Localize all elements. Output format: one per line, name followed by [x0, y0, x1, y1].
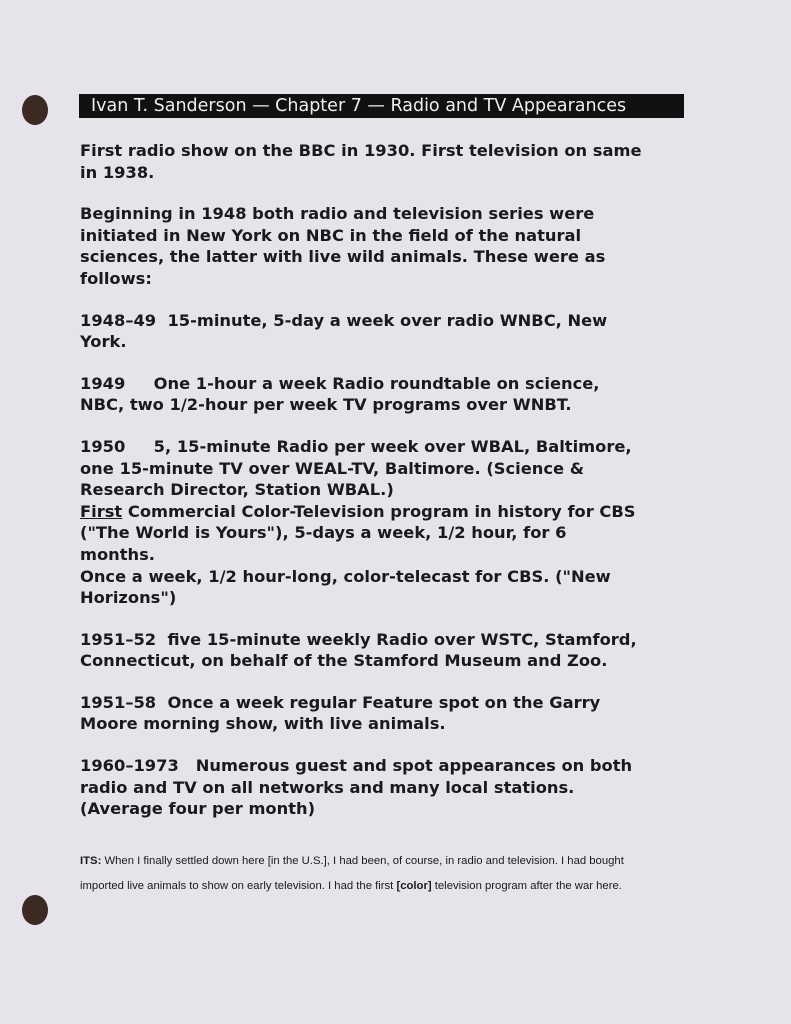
text-line: 1951–58 Once a week regular Feature spot on the Garry [80, 692, 601, 712]
text-line: Horizons") [80, 588, 177, 608]
text-line: 1948–49 15-minute, 5-day a week over radio WNBC, New [80, 310, 608, 330]
text-line: 1949 One 1-hour a week Radio roundtable on science, [80, 373, 600, 393]
text-line [80, 501, 780, 523]
text-line: Moore morning show, with live animals. [80, 714, 446, 734]
page-body [80, 140, 780, 899]
its-quote [80, 849, 780, 899]
paragraph-bbc [80, 140, 780, 183]
text-line: radio and TV on all networks and many local stations. [80, 777, 575, 797]
paragraph-1949 [80, 373, 780, 416]
text-line: Research Director, Station WBAL.) [80, 480, 394, 500]
text-line: 1950 5, 15-minute Radio per week over WBAL, Baltimore, [80, 436, 632, 456]
text-line: 1951–52 five 15-minute weekly Radio over WSTC, Stamford, [80, 629, 637, 649]
text-span: imported live animals to show on early television. I had the first [80, 879, 397, 892]
text-line [80, 849, 780, 874]
paragraph-1951-52 [80, 629, 780, 672]
text-line: Once a week, 1/2 hour-long, color-telecast for CBS. ("New [80, 566, 611, 586]
text-line: York. [80, 332, 127, 352]
text-line: sciences, the latter with live wild animals. These were as [80, 247, 606, 267]
punch-hole-top [22, 95, 48, 125]
paragraph-1960-1973 [80, 755, 780, 820]
text-line: ("The World is Yours"), 5-days a week, 1/2 hour, for 6 [80, 523, 567, 543]
text-line: Connecticut, on behalf of the Stamford Museum and Zoo. [80, 651, 608, 671]
text-span: Commercial Color-Television program in history for CBS [122, 501, 636, 521]
text-line [80, 874, 780, 899]
text-span: When I finally settled down here [in the U.S.], I had been, of course, in radio and television. I had bought [101, 854, 624, 867]
text-line: Beginning in 1948 both radio and television series were [80, 204, 595, 224]
chapter-title-bar: Ivan T. Sanderson — Chapter 7 — Radio and TV Appearances [79, 94, 684, 118]
quote-label: ITS: [80, 854, 102, 867]
text-line: in 1938. [80, 162, 155, 182]
punch-hole-bottom [22, 895, 48, 925]
paragraph-1948-49 [80, 310, 780, 353]
text-line: (Average four per month) [80, 799, 316, 819]
text-line: follows: [80, 268, 152, 288]
bracket-insert: [color] [396, 879, 432, 892]
text-line: NBC, two 1/2-hour per week TV programs over WNBT. [80, 395, 572, 415]
text-span: television program after the war here. [431, 879, 622, 892]
text-line: 1960–1973 Numerous guest and spot appearances on both [80, 756, 633, 776]
text-line: initiated in New York on NBC in the field of the natural [80, 225, 582, 245]
paragraph-1948 [80, 203, 780, 289]
text-line: one 15-minute TV over WEAL-TV, Baltimore. (Science & [80, 458, 584, 478]
paragraph-1951-58 [80, 692, 780, 735]
paragraph-1950 [80, 436, 780, 609]
underlined-word: First [80, 501, 123, 521]
text-line: months. [80, 544, 155, 564]
text-line: First radio show on the BBC in 1930. First television on same [80, 141, 642, 160]
